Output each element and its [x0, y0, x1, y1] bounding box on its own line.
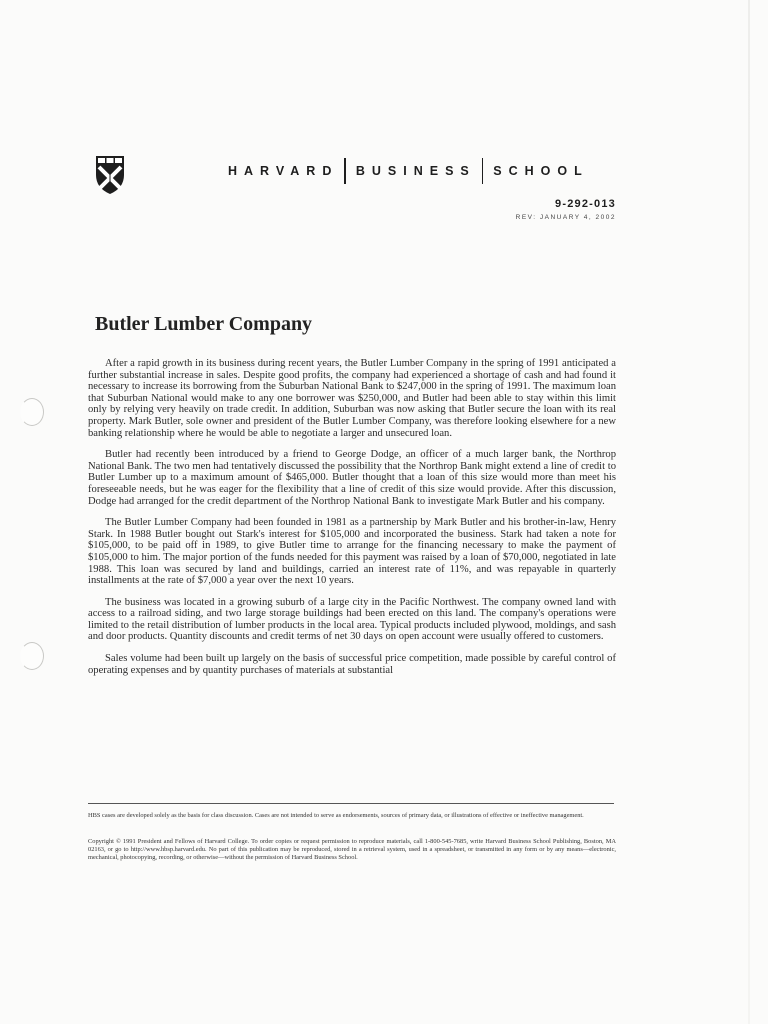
paragraph: The Butler Lumber Company had been founded in 1981 as a partnership by Mark Butler and his brother-in-law, Henry Stark. In 1988 Butler bought out Stark's interest for $105,000 and incorporated the business. Stark had taken a note for $105,000, to be paid off in 1989, to give Butler time to arrange for the financing necessary to make the payment of $105,000 to him. The major portion of the funds needed for this payment was raised by a loan of $70,000, negotiated in late 1988. This loan was secured by land and buildings, carried an interest rate of 11%, and was repayable in quarterly installments at the rate of $7,000 a year over the next 10 years.	[88, 517, 616, 587]
paragraph: The business was located in a growing suburb of a large city in the Pacific Northwest. The company owned land with access to a railroad siding, and two large storage buildings had been erected on this land. The company's operations were limited to the retail distribution of lumber products in the local area. Typical products included plywood, moldings, and sash and door products. Quantity discounts and credit terms of net 30 days on open account were usually offered to customers.	[88, 596, 616, 643]
paragraph: After a rapid growth in its business during recent years, the Butler Lumber Company in the spring of 1991 anticipated a further substantial increase in sales. Despite good profits, the company had experienced a shortage of cash and had found it necessary to increase its borrowing from the Suburban National Bank to $247,000 in the spring of 1991. The maximum loan that Suburban National would make to any one borrower was $250,000, and Butler had been able to stay within this limit only by relying very heavily on trade credit. In addition, Suburban was now asking that Butler secure the loan with its real property. Mark Butler, sole owner and president of the Butler Lumber Company, was therefore looking elsewhere for a new banking relationship where he would be able to negotiate a larger and unsecured loan.	[88, 358, 616, 439]
footnote-disclaimer: HBS cases are developed solely as the basis for class discussion. Cases are not intended to serve as endorsements, sources of primary data, or illustrations of effective or ineffective management.	[88, 812, 584, 819]
document-title: Butler Lumber Company	[95, 313, 313, 335]
wordmark-harvard: HARVARD	[228, 164, 339, 178]
wordmark-divider	[344, 158, 346, 184]
wordmark-business: BUSINESS	[355, 164, 476, 178]
school-wordmark	[228, 157, 589, 185]
footnote-divider	[88, 803, 614, 804]
wordmark-divider	[482, 158, 484, 184]
punch-hole	[20, 398, 44, 426]
case-number: 9-292-013	[555, 198, 616, 210]
wordmark-school: SCHOOL	[493, 164, 589, 178]
footnote-copyright: Copyright © 1991 President and Fellows of Harvard College. To order copies or request permission to reproduce materials, call 1-800-545-7685, write Harvard Business School Publishing, Boston, MA 02163, or go to http://www.hbsp.harvard.edu. No part of this publication may be reproduced, stored in a retrieval system, used in a spreadsheet, or transmitted in any form or by any means—electronic, mechanical, photocopying, recording, or otherwise—without the permission of Harvard Business School.	[88, 838, 616, 861]
paragraph: Butler had recently been introduced by a friend to George Dodge, an officer of a much larger bank, the Northrop National Bank. The two men had tentatively discussed the possibility that the Northrop Bank might extend a line of credit to Butler Lumber up to a maximum amount of $465,000. Butler thought that a loan of this size would more than meet his foreseeable needs, but he was eager for the flexibility that a line of credit of this size would provide. After this discussion, Dodge had arranged for the credit department of the Northrop National Bank to investigate Mark Butler and his company.	[88, 449, 616, 507]
scan-edge	[748, 0, 750, 1024]
hbs-shield-logo	[95, 155, 125, 195]
paragraph: Sales volume had been built up largely on the basis of successful price competition, made possible by careful control of operating expenses and by quantity purchases of materials at substantial	[88, 653, 616, 676]
revision-date: REV: JANUARY 4, 2002	[515, 214, 616, 221]
body-text	[88, 358, 616, 686]
punch-hole	[20, 642, 44, 670]
page-header	[95, 155, 625, 199]
